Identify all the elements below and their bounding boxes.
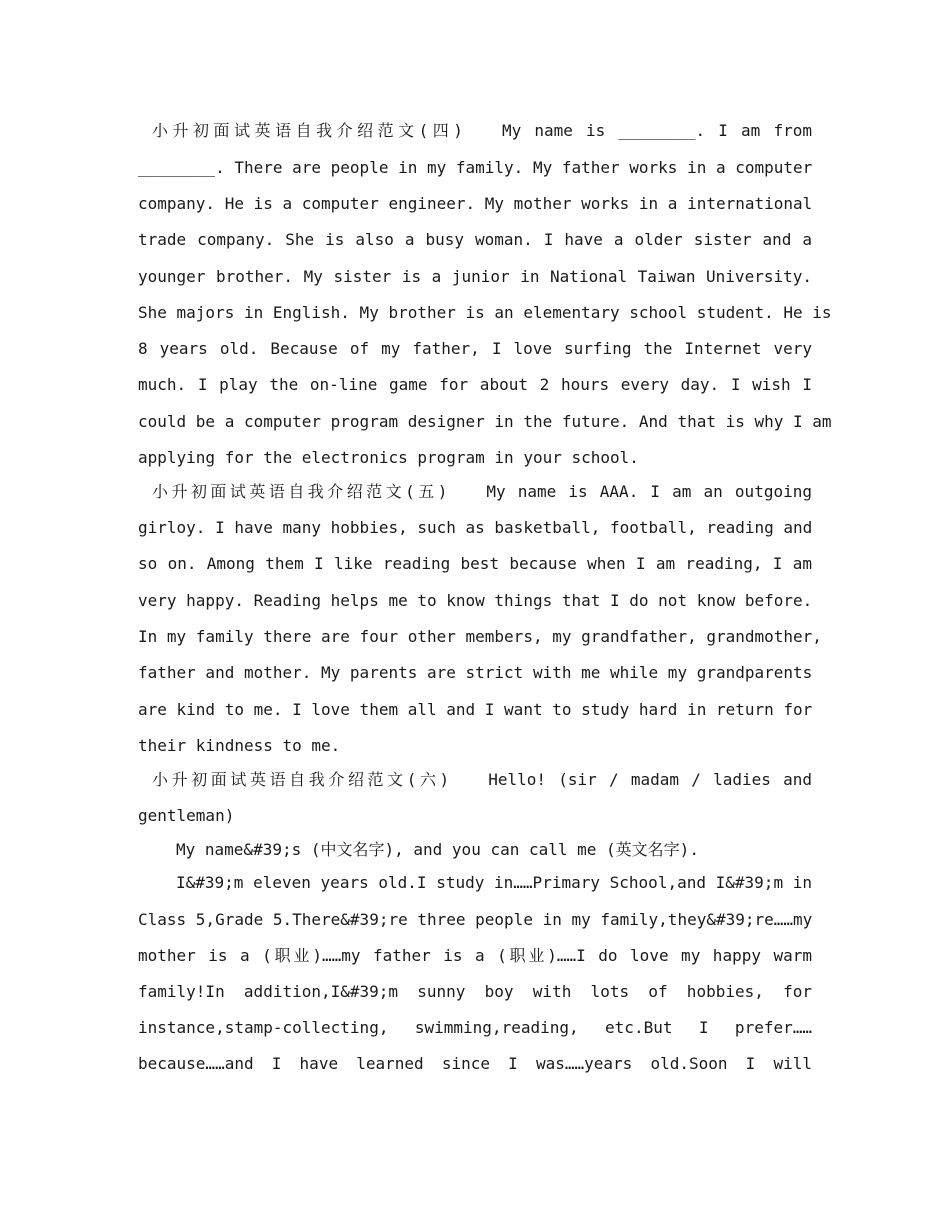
section-4-line-8: much. I play the on-line game for about 2 hours every day. I wish I	[138, 375, 812, 394]
section-5-line-6: father and mother. My parents are strict with me while my grandparents	[138, 663, 813, 682]
section-5-line-4: very happy. Reading helps me to know things that I do not know before.	[138, 591, 813, 610]
section-6-line-4: I&#39;m eleven years old.I study in……Primary School,and I&#39;m in	[176, 873, 812, 892]
section-5-line-7: are kind to me. I love them all and I want to study hard in return for	[138, 700, 813, 719]
section-6-line-3: My name&#39;s (中文名字), and you can call me (英文名字).	[176, 840, 699, 859]
section-4-line-9: could be a computer program designer in the future. And that is why I am	[138, 412, 832, 431]
section-4-line-2: ________. There are people in my family. My father works in a computer	[138, 158, 813, 177]
section-5-line-1: My name is AAA. I am an outgoing	[486, 482, 812, 501]
section-4-first-line	[152, 119, 812, 143]
section-6-line-5: Class 5,Grade 5.There&#39;re three people in my family,they&#39;re……my	[138, 910, 813, 929]
section-5-line-8: their kindness to me.	[138, 736, 341, 755]
section-4-line-10: applying for the electronics program in your school.	[138, 448, 639, 467]
section-6-line-7: family!In addition,I&#39;m sunny boy with lots of hobbies, for	[138, 982, 812, 1001]
section-6-line-9: because……and I have learned since I was……years old.Soon I will	[138, 1054, 812, 1073]
section-6-line-1: Hello! (sir / madam / ladies and	[488, 770, 812, 789]
section-5-heading: 小升初面试英语自我介绍范文(五)	[152, 482, 449, 501]
section-4-line-7: 8 years old. Because of my father, I love surfing the Internet very	[138, 339, 812, 358]
section-6-first-line	[152, 768, 812, 792]
section-4-heading: 小升初面试英语自我介绍范文(四)	[152, 121, 464, 140]
section-5-line-2: girloy. I have many hobbies, such as basketball, football, reading and	[138, 518, 813, 537]
section-6-line-2: gentleman)	[138, 806, 235, 825]
section-5-first-line	[152, 480, 812, 504]
section-4-line-1: My name is ________. I am from	[501, 121, 812, 140]
section-4-line-4: trade company. She is also a busy woman. I have a older sister and a	[138, 230, 812, 249]
section-4-line-3: company. He is a computer engineer. My mother works in a international	[138, 194, 813, 213]
section-5-line-5: In my family there are four other members, my grandfather, grandmother,	[138, 627, 822, 646]
section-6-heading: 小升初面试英语自我介绍范文(六)	[152, 770, 451, 789]
section-4-line-5: younger brother. My sister is a junior in National Taiwan University.	[138, 267, 812, 286]
section-4-line-6: She majors in English. My brother is an elementary school student. He is	[138, 303, 832, 322]
section-6-line-8: instance,stamp-collecting, swimming,reading, etc.But I prefer……	[138, 1018, 812, 1037]
section-6-line-6: mother is a (职业)……my father is a (职业)……I do love my happy warm	[138, 946, 812, 965]
section-5-line-3: so on. Among them I like reading best because when I am reading, I am	[138, 554, 812, 573]
